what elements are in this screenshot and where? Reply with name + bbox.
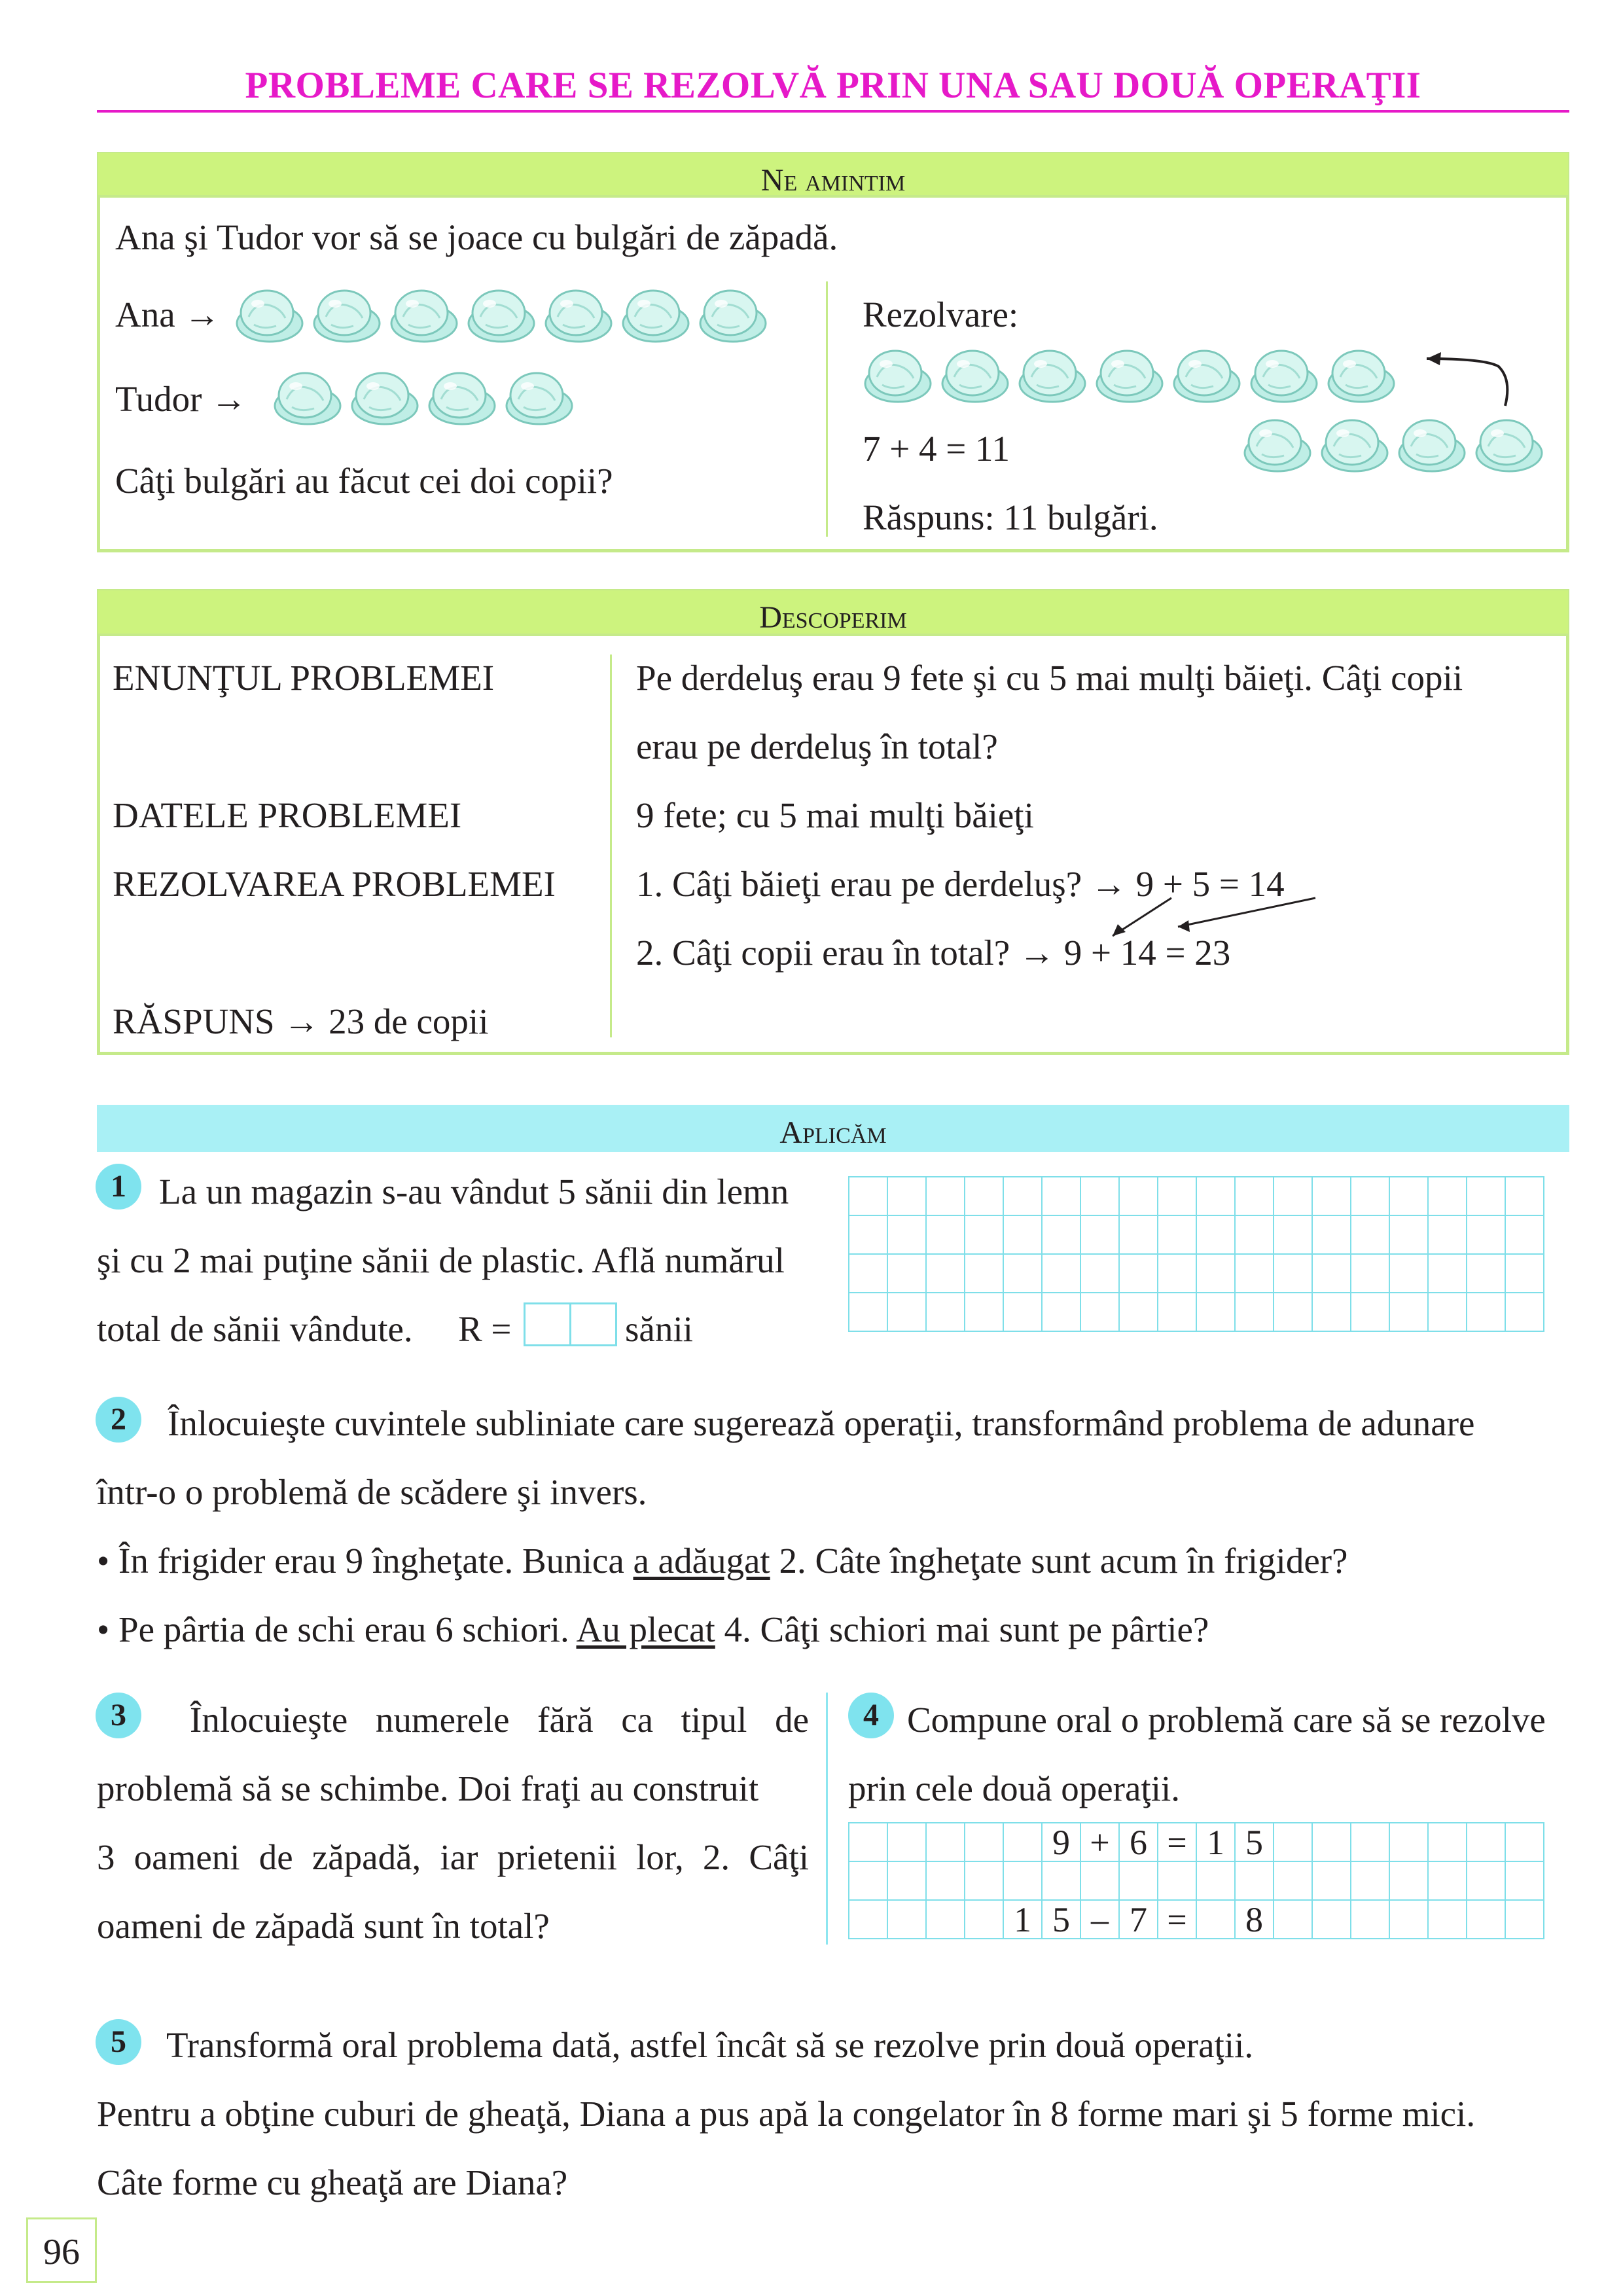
grid-cell[interactable] <box>887 1861 926 1900</box>
grid-cell[interactable] <box>1428 1293 1467 1331</box>
remember-divider <box>826 281 828 537</box>
solution-label: Rezolvare: <box>863 295 1019 334</box>
grid-cell[interactable] <box>1428 1215 1467 1254</box>
grid-cell[interactable] <box>965 1823 1003 1861</box>
discover-label-raspuns: RĂSPUNS → 23 de copii <box>113 1001 489 1041</box>
exercise-2-line2: într-o o problemă de scădere şi invers. <box>97 1472 647 1512</box>
snowball-icon <box>940 344 1010 404</box>
grid-cell[interactable] <box>1389 1215 1428 1254</box>
exercise-5-line1: Transformă oral problema dată, astfel încât să se rezolve prin două operaţii. <box>166 2025 1254 2065</box>
apply-header-label: Aplicăm <box>779 1115 887 1150</box>
grid-cell[interactable] <box>1467 1254 1505 1293</box>
grid-cell[interactable] <box>1119 1293 1158 1331</box>
exercise-2-bullet2 <box>97 1611 1209 1647</box>
grid-cell[interactable] <box>1042 1177 1080 1215</box>
snowball-icon <box>1474 414 1544 474</box>
grid-cell[interactable] <box>1505 1177 1544 1215</box>
grid-cell[interactable] <box>1351 1823 1389 1861</box>
grid-cell[interactable] <box>887 1254 926 1293</box>
grid-cell[interactable] <box>1235 1254 1274 1293</box>
exercise-1-line1: La un magazin s-au vândut 5 sănii din lemn <box>159 1172 789 1211</box>
grid-cell[interactable] <box>1042 1254 1080 1293</box>
exercise-1-badge: 1 <box>96 1164 141 1210</box>
grid-cell[interactable] <box>1235 1215 1274 1254</box>
discover-step2: 2. Câţi copii erau în total? → 9 + 14 = 23 <box>636 933 1231 973</box>
grid-cell[interactable] <box>849 1861 887 1900</box>
grid-cell[interactable] <box>1389 1293 1428 1331</box>
grid-cell[interactable] <box>1274 1861 1312 1900</box>
exercise-5-line3: Câte forme cu gheaţă are Diana? <box>97 2162 568 2202</box>
grid-cell[interactable]: 1 <box>1003 1900 1042 1939</box>
grid-cell[interactable] <box>1003 1177 1042 1215</box>
grid-cell[interactable] <box>1389 1823 1428 1861</box>
exercise-2-bullet2-underlined: Au plecat <box>576 1609 715 1649</box>
grid-cell[interactable] <box>1312 1215 1351 1254</box>
grid-cell[interactable] <box>1003 1254 1042 1293</box>
grid-cell[interactable]: – <box>1080 1900 1119 1939</box>
exercise-3-4-divider <box>826 1693 828 1945</box>
grid-cell[interactable] <box>1467 1215 1505 1254</box>
grid-cell[interactable] <box>1080 1293 1119 1331</box>
snowball-icon <box>234 284 305 344</box>
grid-cell[interactable] <box>965 1215 1003 1254</box>
snowball-icon <box>389 284 459 344</box>
grid-cell[interactable] <box>926 1823 965 1861</box>
exercise-3-line4: oameni de zăpadă sunt în total? <box>97 1906 550 1946</box>
snowball-icon <box>1326 344 1397 404</box>
grid-cell[interactable] <box>926 1293 965 1331</box>
snowball-icon <box>312 284 382 344</box>
grid-cell[interactable] <box>1003 1861 1042 1900</box>
grid-cell[interactable] <box>1467 1823 1505 1861</box>
discover-label-rezolvare: REZOLVAREA PROBLEMEI <box>113 864 556 904</box>
exercise-2-bullet2-post: 4. Câţi schiori mai sunt pe pârtie? <box>715 1609 1209 1649</box>
exercise-2-bullet2-pre: • Pe pârtia de schi erau 6 schiori. <box>97 1609 577 1649</box>
solution-snowballs-row1 <box>863 344 1403 404</box>
exercise-5-badge: 5 <box>96 2019 141 2065</box>
grid-cell[interactable] <box>849 1254 887 1293</box>
grid-cell[interactable] <box>1003 1293 1042 1331</box>
remember-answer: Răspuns: 11 bulgări. <box>863 497 1158 537</box>
page-number-box <box>26 2217 97 2283</box>
ana-snowballs <box>234 284 775 344</box>
grid-cell[interactable] <box>1428 1900 1467 1939</box>
grid-cell[interactable] <box>1119 1177 1158 1215</box>
grid-cell[interactable] <box>1196 1215 1235 1254</box>
grid-cell[interactable] <box>1351 1254 1389 1293</box>
grid-cell[interactable] <box>1080 1254 1119 1293</box>
grid-cell[interactable] <box>1428 1177 1467 1215</box>
grid-cell[interactable] <box>1312 1177 1351 1215</box>
exercise-2-bullet1-post: 2. Câte îngheţate sunt acum în frigider? <box>770 1541 1348 1581</box>
exercise-2-bullet1-underlined: a adăugat <box>633 1541 770 1581</box>
grid-cell[interactable] <box>926 1861 965 1900</box>
grid-cell[interactable] <box>1505 1215 1544 1254</box>
tudor-label: Tudor → <box>115 379 247 419</box>
snowball-icon <box>466 284 537 344</box>
page-number: 96 <box>43 2232 80 2272</box>
snowball-icon <box>1319 414 1390 474</box>
grid-cell[interactable] <box>1389 1900 1428 1939</box>
grid-cell[interactable] <box>1351 1293 1389 1331</box>
grid-cell[interactable] <box>1235 1177 1274 1215</box>
grid-cell[interactable] <box>1505 1293 1544 1331</box>
grid-cell[interactable] <box>926 1254 965 1293</box>
grid-cell[interactable] <box>1467 1900 1505 1939</box>
discover-enunt-line1: Pe derdeluş erau 9 fete şi cu 5 mai mulţi băieţi. Câţi copii <box>636 658 1463 698</box>
grid-cell[interactable] <box>1312 1823 1351 1861</box>
remember-equation: 7 + 4 = 11 <box>863 429 1010 469</box>
grid-cell[interactable] <box>1312 1900 1351 1939</box>
apply-header <box>97 1105 1569 1152</box>
discover-header-label: Descoperim <box>759 600 907 635</box>
grid-cell[interactable] <box>1505 1900 1544 1939</box>
exercise-3-line3: 3 oameni de zăpadă, iar prietenii lor, 2. Câţi <box>97 1837 809 1877</box>
snowball-icon <box>1094 344 1165 404</box>
snowball-icon <box>272 367 343 427</box>
grid-cell[interactable] <box>1274 1177 1312 1215</box>
grid-cell[interactable] <box>1505 1861 1544 1900</box>
grid-cell[interactable] <box>1467 1861 1505 1900</box>
remember-question: Câţi bulgări au făcut cei doi copii? <box>115 461 613 501</box>
exercise-4-grid[interactable] <box>848 1822 1544 1939</box>
exercise-4-badge: 4 <box>848 1693 894 1738</box>
grid-cell[interactable] <box>849 1215 887 1254</box>
grid-cell[interactable]: 9 <box>1042 1823 1080 1861</box>
grid-cell[interactable] <box>887 1900 926 1939</box>
discover-header <box>98 590 1568 636</box>
grid-cell[interactable]: 7 <box>1119 1900 1158 1939</box>
grid-cell[interactable] <box>1312 1254 1351 1293</box>
exercise-4-line1: Compune oral o problemă care să se rezolve <box>907 1700 1546 1740</box>
grid-cell[interactable] <box>1158 1177 1196 1215</box>
grid-cell[interactable]: 5 <box>1235 1823 1274 1861</box>
grid-cell[interactable] <box>1274 1823 1312 1861</box>
grid-cell[interactable] <box>1274 1215 1312 1254</box>
grid-cell[interactable] <box>1351 1861 1389 1900</box>
grid-cell[interactable] <box>1505 1254 1544 1293</box>
grid-cell[interactable] <box>1312 1861 1351 1900</box>
grid-cell[interactable] <box>926 1177 965 1215</box>
exercise-1-line3: total de sănii vândute. <box>97 1309 413 1349</box>
grid-cell[interactable] <box>849 1900 887 1939</box>
exercise-3-badge: 3 <box>96 1693 141 1738</box>
discover-step1: 1. Câţi băieţi erau pe derdeluş? → 9 + 5 = 14 <box>636 864 1285 904</box>
exercise-5-line2: Pentru a obţine cuburi de gheaţă, Diana a pus apă la congelator în 8 forme mari şi 5 forme mici. <box>97 2094 1476 2134</box>
grid-cell[interactable] <box>1158 1254 1196 1293</box>
remember-header <box>98 153 1568 198</box>
snowball-icon <box>1017 344 1088 404</box>
grid-cell[interactable] <box>1351 1215 1389 1254</box>
grid-cell[interactable] <box>1042 1215 1080 1254</box>
grid-cell[interactable] <box>1196 1254 1235 1293</box>
grid-cell[interactable] <box>965 1177 1003 1215</box>
exercise-2-badge: 2 <box>96 1397 141 1443</box>
grid-cell[interactable]: 6 <box>1119 1823 1158 1861</box>
grid-cell[interactable] <box>1196 1293 1235 1331</box>
grid-cell[interactable] <box>1312 1293 1351 1331</box>
solution-snowballs-row2 <box>1242 414 1551 474</box>
grid-cell[interactable] <box>1196 1900 1235 1939</box>
grid-cell[interactable] <box>1003 1215 1042 1254</box>
grid-cell[interactable] <box>1428 1861 1467 1900</box>
grid-cell[interactable] <box>1042 1293 1080 1331</box>
discover-date-text: 9 fete; cu 5 mai mulţi băieţi <box>636 795 1034 835</box>
tudor-snowballs <box>272 367 581 427</box>
grid-cell[interactable] <box>1274 1900 1312 1939</box>
snowball-icon <box>698 284 768 344</box>
grid-cell[interactable] <box>849 1177 887 1215</box>
grid-cell[interactable] <box>1389 1254 1428 1293</box>
grid-cell[interactable] <box>1080 1177 1119 1215</box>
grid-cell[interactable] <box>1351 1900 1389 1939</box>
grid-cell[interactable] <box>1428 1254 1467 1293</box>
answer-cell[interactable] <box>571 1304 616 1346</box>
grid-cell[interactable] <box>1467 1177 1505 1215</box>
exercise-1-grid[interactable] <box>848 1176 1544 1332</box>
grid-cell[interactable]: 5 <box>1042 1900 1080 1939</box>
grid-cell[interactable] <box>1003 1823 1042 1861</box>
grid-cell[interactable] <box>1119 1215 1158 1254</box>
exercise-1-line2: şi cu 2 mai puţine sănii de plastic. Află numărul <box>97 1240 785 1280</box>
grid-cell[interactable] <box>849 1293 887 1331</box>
grid-cell[interactable] <box>965 1861 1003 1900</box>
grid-cell[interactable] <box>887 1215 926 1254</box>
grid-cell[interactable]: = <box>1158 1900 1196 1939</box>
exercise-2-line1: Înlocuieşte cuvintele subliniate care sugerează operaţii, transformând problema de adunare <box>168 1403 1475 1443</box>
grid-cell[interactable] <box>1505 1823 1544 1861</box>
snowball-icon <box>504 367 575 427</box>
move-arrow-icon <box>1407 347 1518 412</box>
grid-cell[interactable]: 8 <box>1235 1900 1274 1939</box>
exercise-4-line2: prin cele două operaţii. <box>848 1768 1181 1808</box>
remember-intro: Ana şi Tudor vor să se joace cu bulgări de zăpadă. <box>115 217 838 257</box>
grid-cell[interactable] <box>1080 1215 1119 1254</box>
grid-cell[interactable]: 1 <box>1196 1823 1235 1861</box>
exercise-3-line2: problemă să se schimbe. Doi fraţi au construit <box>97 1768 759 1808</box>
discover-enunt-line2: erau pe derdeluş în total? <box>636 726 998 766</box>
grid-cell[interactable] <box>1389 1177 1428 1215</box>
snowball-icon <box>1171 344 1242 404</box>
grid-cell[interactable] <box>1467 1293 1505 1331</box>
grid-cell[interactable] <box>1042 1861 1080 1900</box>
carry-arrows-icon <box>1099 897 1335 975</box>
snowball-icon <box>1242 414 1313 474</box>
snowball-icon <box>620 284 691 344</box>
grid-cell[interactable] <box>1196 1861 1235 1900</box>
discover-label-date: DATELE PROBLEMEI <box>113 795 462 835</box>
grid-cell[interactable] <box>1235 1861 1274 1900</box>
answer-cell[interactable] <box>525 1304 571 1346</box>
grid-cell[interactable]: = <box>1158 1823 1196 1861</box>
title-rule <box>97 110 1569 113</box>
snowball-icon <box>349 367 420 427</box>
grid-cell[interactable] <box>926 1900 965 1939</box>
grid-cell[interactable] <box>1158 1861 1196 1900</box>
grid-cell[interactable] <box>1235 1293 1274 1331</box>
grid-cell[interactable] <box>1389 1861 1428 1900</box>
grid-cell[interactable] <box>1351 1177 1389 1215</box>
snowball-icon <box>543 284 614 344</box>
snowball-icon <box>1249 344 1319 404</box>
exercise-2-bullet1-pre: • În frigider erau 9 îngheţate. Bunica <box>97 1541 633 1581</box>
exercise-1-unit: sănii <box>625 1309 693 1349</box>
grid-cell[interactable]: + <box>1080 1823 1119 1861</box>
grid-cell[interactable] <box>849 1823 887 1861</box>
grid-cell[interactable] <box>1119 1861 1158 1900</box>
grid-cell[interactable] <box>887 1293 926 1331</box>
grid-cell[interactable] <box>965 1293 1003 1331</box>
discover-divider <box>610 655 612 1037</box>
grid-cell[interactable] <box>1158 1215 1196 1254</box>
exercise-1-answer-box[interactable] <box>524 1302 617 1346</box>
grid-cell[interactable] <box>1428 1823 1467 1861</box>
page-title: PROBLEME CARE SE REZOLVĂ PRIN UNA SAU DOUĂ OPERAŢII <box>245 65 1421 106</box>
grid-cell[interactable] <box>926 1215 965 1254</box>
exercise-2-bullet1 <box>97 1543 1347 1579</box>
snowball-icon <box>863 344 933 404</box>
grid-cell[interactable] <box>965 1900 1003 1939</box>
exercise-3-line1: Înlocuieşte numerele fără ca tipul de <box>190 1700 809 1740</box>
exercise-1-r-label: R = <box>458 1309 512 1349</box>
grid-cell[interactable] <box>965 1254 1003 1293</box>
grid-cell[interactable] <box>1080 1861 1119 1900</box>
remember-header-label: Ne amintim <box>760 163 906 198</box>
grid-cell[interactable] <box>1119 1254 1158 1293</box>
grid-cell[interactable] <box>887 1823 926 1861</box>
grid-cell[interactable] <box>1274 1254 1312 1293</box>
discover-label-enunt: ENUNŢUL PROBLEMEI <box>113 658 495 698</box>
grid-cell[interactable] <box>1196 1177 1235 1215</box>
snowball-icon <box>1397 414 1467 474</box>
grid-cell[interactable] <box>1274 1293 1312 1331</box>
grid-cell[interactable] <box>1158 1293 1196 1331</box>
snowball-icon <box>427 367 497 427</box>
ana-label: Ana → <box>115 295 221 334</box>
grid-cell[interactable] <box>887 1177 926 1215</box>
